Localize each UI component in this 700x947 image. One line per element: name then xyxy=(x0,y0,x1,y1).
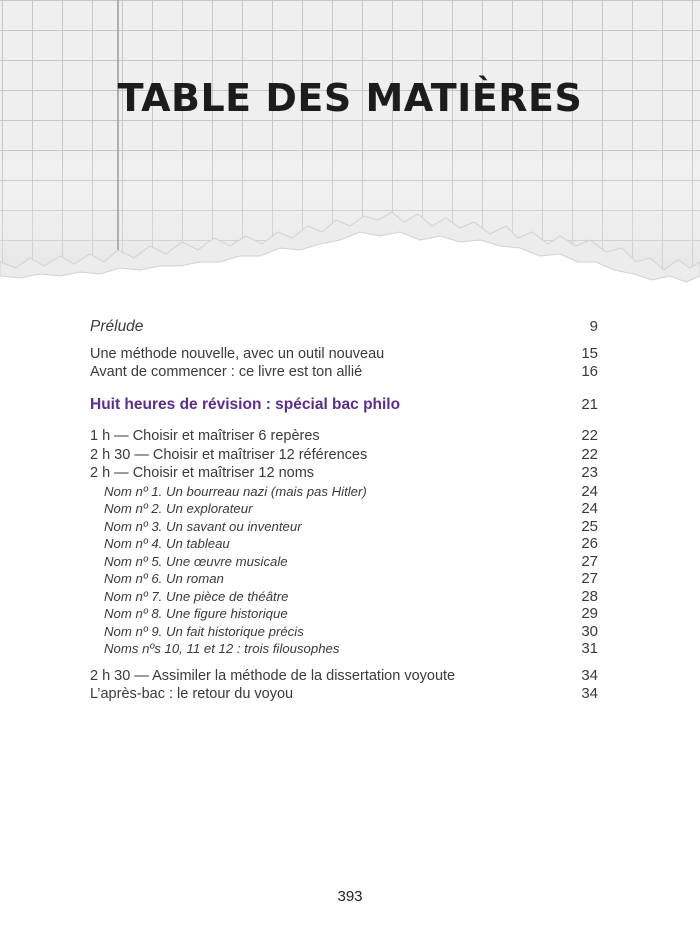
toc-entry-page: 34 xyxy=(581,685,598,702)
toc-subentry[interactable] xyxy=(90,483,598,501)
toc-entry-page: 25 xyxy=(581,517,598,535)
page-title: TABLE DES MATIÈRES xyxy=(117,76,583,120)
toc-entry[interactable] xyxy=(90,464,598,483)
toc-entry-page: 27 xyxy=(581,552,598,570)
toc-section-label: Huit heures de révision : spécial bac philo xyxy=(90,395,401,413)
toc-entry-page: 9 xyxy=(589,318,598,335)
toc-entry-label: Nom nº 7. Une pièce de théâtre xyxy=(104,588,289,604)
graph-paper-header xyxy=(0,0,700,290)
toc-entry-label: Nom nº 2. Un explorateur xyxy=(104,501,253,516)
toc-entry-page: 21 xyxy=(581,395,598,413)
toc-subentry[interactable] xyxy=(90,535,598,553)
torn-graph-paper-graphic xyxy=(0,0,700,290)
toc-subentry[interactable] xyxy=(90,553,598,571)
toc-subentry[interactable] xyxy=(90,518,598,536)
toc-entry-label: Prélude xyxy=(90,318,144,335)
toc-entry-label: Nom nº 4. Un tableau xyxy=(104,536,230,551)
toc-entry-label: 2 h 30 — Assimiler la méthode de la dissertation voyoute xyxy=(90,667,456,684)
toc-entry-label: Nom nº 9. Un fait historique précis xyxy=(104,623,304,639)
toc-entry[interactable] xyxy=(90,427,598,446)
toc-entry-page: 24 xyxy=(581,482,598,500)
toc-section-heading[interactable] xyxy=(90,396,598,414)
toc-entry-page: 28 xyxy=(581,587,598,605)
toc-entry-label: Nom nº 1. Un bourreau nazi (mais pas Hitler) xyxy=(104,483,367,499)
toc-entry-page: 29 xyxy=(581,605,598,622)
toc-subentry[interactable] xyxy=(90,500,598,518)
toc-entry-page: 16 xyxy=(581,363,598,380)
toc-entry-page: 26 xyxy=(581,535,598,552)
toc-entry-label: Nom nº 6. Un roman xyxy=(104,571,224,586)
toc-entry-label: Noms nºs 10, 11 et 12 : trois filousophes xyxy=(104,641,340,656)
page-number: 393 xyxy=(337,888,363,905)
toc-entry-label: 2 h 30 — Choisir et maîtriser 12 références xyxy=(90,446,368,463)
toc-entry-page: 22 xyxy=(581,427,598,444)
toc-entry-label: Avant de commencer : ce livre est ton allié xyxy=(90,364,363,380)
toc-entry-label: Une méthode nouvelle, avec un outil nouveau xyxy=(90,345,385,362)
toc-entry-label: Nom nº 8. Une figure historique xyxy=(104,606,288,621)
toc-entry-page: 27 xyxy=(581,570,598,587)
toc-entry[interactable] xyxy=(90,345,598,364)
toc-entry-page: 15 xyxy=(581,344,598,362)
toc-entry[interactable] xyxy=(90,446,598,465)
toc-entry-label: 2 h — Choisir et maîtriser 12 noms xyxy=(90,465,315,481)
toc-entry[interactable] xyxy=(90,667,598,686)
toc-entry-page: 30 xyxy=(581,622,598,640)
toc-entry-page: 34 xyxy=(581,666,598,684)
toc-entry-page: 24 xyxy=(581,500,598,517)
toc-subentry[interactable] xyxy=(90,605,598,623)
toc-subentry[interactable] xyxy=(90,623,598,641)
toc-entry-label: L’après-bac : le retour du voyou xyxy=(90,686,294,702)
table-of-contents xyxy=(90,318,598,704)
toc-subentry[interactable] xyxy=(90,588,598,606)
toc-entry[interactable] xyxy=(90,685,598,704)
toc-subentry[interactable] xyxy=(90,570,598,588)
toc-entry[interactable] xyxy=(90,363,598,382)
toc-subentry[interactable] xyxy=(90,640,598,658)
toc-entry-label: Nom nº 3. Un savant ou inventeur xyxy=(104,518,302,534)
toc-entry-page: 23 xyxy=(581,464,598,481)
toc-entry-label: 1 h — Choisir et maîtriser 6 repères xyxy=(90,428,320,444)
toc-entry-page: 22 xyxy=(581,445,598,463)
toc-entry-page: 31 xyxy=(581,640,598,657)
toc-entry-label: Nom nº 5. Une œuvre musicale xyxy=(104,553,288,569)
toc-entry-prelude[interactable] xyxy=(90,318,598,336)
